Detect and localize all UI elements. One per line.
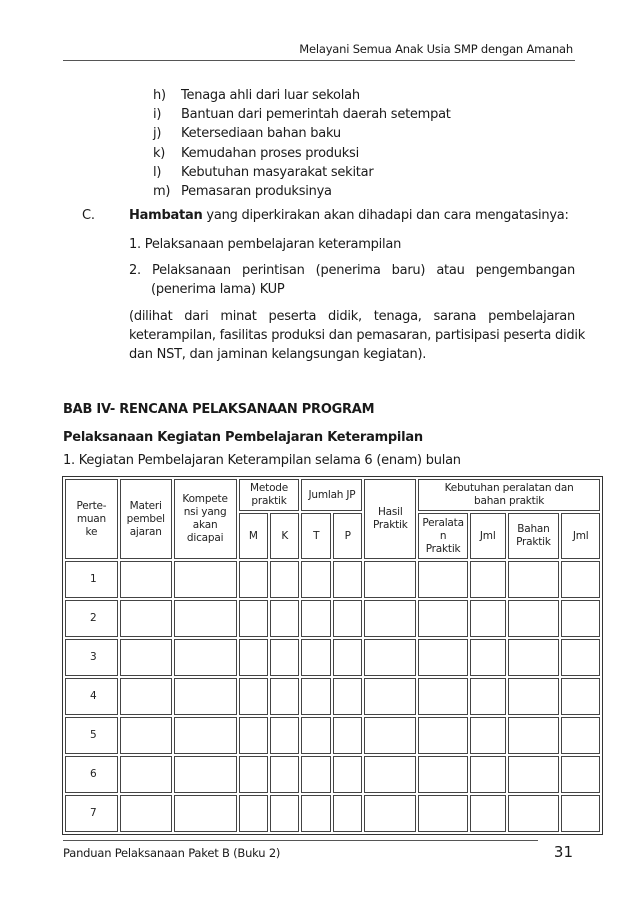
note-line-2: keterampilan, fasilitas produksi dan pemasaran, partisipasi peserta didik: [129, 328, 585, 343]
table-cell: [561, 600, 600, 637]
col-materi-header: Materi pembel ajaran: [120, 479, 172, 559]
table-cell: [174, 756, 237, 793]
col-kebutuhan-header: Kebutuhan peralatan dan bahan praktik: [418, 479, 600, 511]
table-cell: [470, 717, 506, 754]
table-cell: [470, 756, 506, 793]
table-cell: [239, 561, 268, 598]
table-cell: [418, 756, 468, 793]
col-hasil-header: Hasil Praktik: [364, 479, 416, 559]
footer-title: Panduan Pelaksanaan Paket B (Buku 2): [63, 846, 281, 860]
list-text: Ketersediaan bahan baku: [181, 126, 341, 142]
section-c-rest: yang diperkirakan akan dihadapi dan cara mengatasinya:: [202, 208, 569, 223]
table-cell: [561, 678, 600, 715]
table-cell: [270, 561, 299, 598]
table-cell: [120, 678, 172, 715]
obstacle-item-2-line-1: 2. Pelaksanaan perintisan (penerima baru) atau pengembangan: [129, 263, 575, 278]
table-cell: [561, 639, 600, 676]
table-cell: [301, 600, 330, 637]
table-cell: [301, 639, 330, 676]
list-text: Kemudahan proses produksi: [181, 145, 359, 161]
table-cell: [470, 639, 506, 676]
table-cell: [301, 795, 330, 832]
list-text: Kebutuhan masyarakat sekitar: [181, 164, 374, 180]
table-row: [65, 717, 600, 754]
table-cell: [364, 678, 416, 715]
list-item: [153, 86, 451, 105]
table-cell: [333, 561, 362, 598]
table-cell: [270, 756, 299, 793]
list-key: m): [153, 183, 171, 199]
table-cell: [239, 795, 268, 832]
table-cell: [364, 795, 416, 832]
list-item: [153, 105, 451, 124]
list-text: Bantuan dari pemerintah daerah setempat: [181, 107, 451, 123]
note-line-1: (dilihat dari minat peserta didik, tenaga, sarana pembelajaran: [129, 309, 575, 324]
subheading: Pelaksanaan Kegiatan Pembelajaran Keterampilan: [63, 430, 423, 445]
section-c-title: [129, 208, 569, 223]
section-letter: C.: [82, 208, 95, 223]
col-t-header: T: [301, 513, 330, 559]
table-cell: [418, 639, 468, 676]
table-cell: [120, 561, 172, 598]
table-cell: [418, 600, 468, 637]
col-bahan-header: Bahan Praktik: [508, 513, 560, 559]
row-number: 7: [65, 795, 118, 832]
page-number: 31: [553, 843, 573, 861]
table-cell: [508, 678, 560, 715]
table-cell: [301, 561, 330, 598]
row-number: 2: [65, 600, 118, 637]
table-cell: [470, 600, 506, 637]
table-cell: [418, 717, 468, 754]
table-cell: [561, 756, 600, 793]
obstacle-item-2-line-2: (penerima lama) KUP: [151, 282, 285, 297]
table-cell: [270, 678, 299, 715]
table-row: [65, 639, 600, 676]
table-cell: [508, 600, 560, 637]
table-cell: [364, 561, 416, 598]
row-number: 3: [65, 639, 118, 676]
list-item: [153, 144, 451, 163]
col-kompetensi-header: Kompete nsi yang akan dicapai: [174, 479, 237, 559]
table-header-row: [65, 479, 600, 511]
table-cell: [120, 795, 172, 832]
row-number: 6: [65, 756, 118, 793]
list-text: Pemasaran produksinya: [181, 183, 332, 199]
running-header: Melayani Semua Anak Usia SMP dengan Amanah: [299, 42, 573, 56]
table-cell: [508, 756, 560, 793]
col-m-header: M: [239, 513, 268, 559]
table-cell: [174, 561, 237, 598]
col-jumlah-jp-header: Jumlah JP: [301, 479, 362, 511]
table-cell: [270, 600, 299, 637]
list-key: j): [153, 126, 162, 142]
table-cell: [120, 717, 172, 754]
table-cell: [301, 678, 330, 715]
header-rule: [63, 60, 575, 61]
section-c-bold: Hambatan: [129, 208, 203, 223]
list-text: Tenaga ahli dari luar sekolah: [181, 88, 360, 103]
table-cell: [333, 756, 362, 793]
table-cell: [174, 600, 237, 637]
table-cell: [301, 756, 330, 793]
table-row: [65, 795, 600, 832]
table-cell: [333, 795, 362, 832]
table-cell: [120, 756, 172, 793]
chapter-heading: BAB IV- RENCANA PELAKSANAAN PROGRAM: [63, 402, 375, 417]
table-cell: [270, 795, 299, 832]
table-cell: [174, 717, 237, 754]
table-cell: [508, 639, 560, 676]
col-jml-header: Jml: [470, 513, 506, 559]
table-cell: [364, 756, 416, 793]
obstacle-item-1: 1. Pelaksanaan pembelajaran keterampilan: [129, 237, 402, 252]
list-item: [153, 182, 451, 201]
table-row: [65, 756, 600, 793]
table-cell: [239, 678, 268, 715]
table-caption: 1. Kegiatan Pembelajaran Keterampilan selama 6 (enam) bulan: [63, 453, 461, 468]
table-cell: [561, 795, 600, 832]
table-cell: [364, 717, 416, 754]
table-cell: [239, 717, 268, 754]
table-cell: [174, 795, 237, 832]
table-cell: [333, 600, 362, 637]
table-cell: [120, 639, 172, 676]
col-p-header: P: [333, 513, 362, 559]
note-line-3: dan NST, dan jaminan kelangsungan kegiatan).: [129, 347, 427, 362]
footer-rule: [63, 840, 538, 841]
table-row: [65, 561, 600, 598]
row-number: 1: [65, 561, 118, 598]
col-pertemuan-header: Perte- muan ke: [65, 479, 118, 559]
table-cell: [301, 717, 330, 754]
list-item: [153, 124, 451, 143]
list-key: l): [153, 164, 162, 180]
row-number: 4: [65, 678, 118, 715]
table-cell: [561, 717, 600, 754]
table-cell: [364, 600, 416, 637]
list-key: i): [153, 107, 162, 123]
list-item: [153, 163, 451, 182]
table-cell: [418, 795, 468, 832]
table-row: [65, 600, 600, 637]
table-cell: [270, 639, 299, 676]
table-cell: [174, 678, 237, 715]
table-row: [65, 678, 600, 715]
table-cell: [418, 561, 468, 598]
training-plan-table: [62, 476, 603, 835]
support-factors-list: [153, 86, 451, 201]
table-cell: [174, 639, 237, 676]
table-cell: [120, 600, 172, 637]
table-cell: [508, 795, 560, 832]
table-cell: [364, 639, 416, 676]
table-cell: [508, 717, 560, 754]
table-cell: [333, 717, 362, 754]
col-peralatan-header: Peralata n Praktik: [418, 513, 468, 559]
table-cell: [239, 639, 268, 676]
col-jml-header: Jml: [561, 513, 600, 559]
table-cell: [470, 678, 506, 715]
table-cell: [418, 678, 468, 715]
table-cell: [470, 561, 506, 598]
table-cell: [333, 678, 362, 715]
list-key: h): [153, 88, 166, 103]
table-cell: [333, 639, 362, 676]
table-cell: [470, 795, 506, 832]
col-k-header: K: [270, 513, 299, 559]
table-cell: [239, 756, 268, 793]
table-cell: [239, 600, 268, 637]
col-metode-header: Metode praktik: [239, 479, 300, 511]
list-key: k): [153, 145, 166, 161]
table-cell: [270, 717, 299, 754]
table-cell: [508, 561, 560, 598]
row-number: 5: [65, 717, 118, 754]
table-cell: [561, 561, 600, 598]
